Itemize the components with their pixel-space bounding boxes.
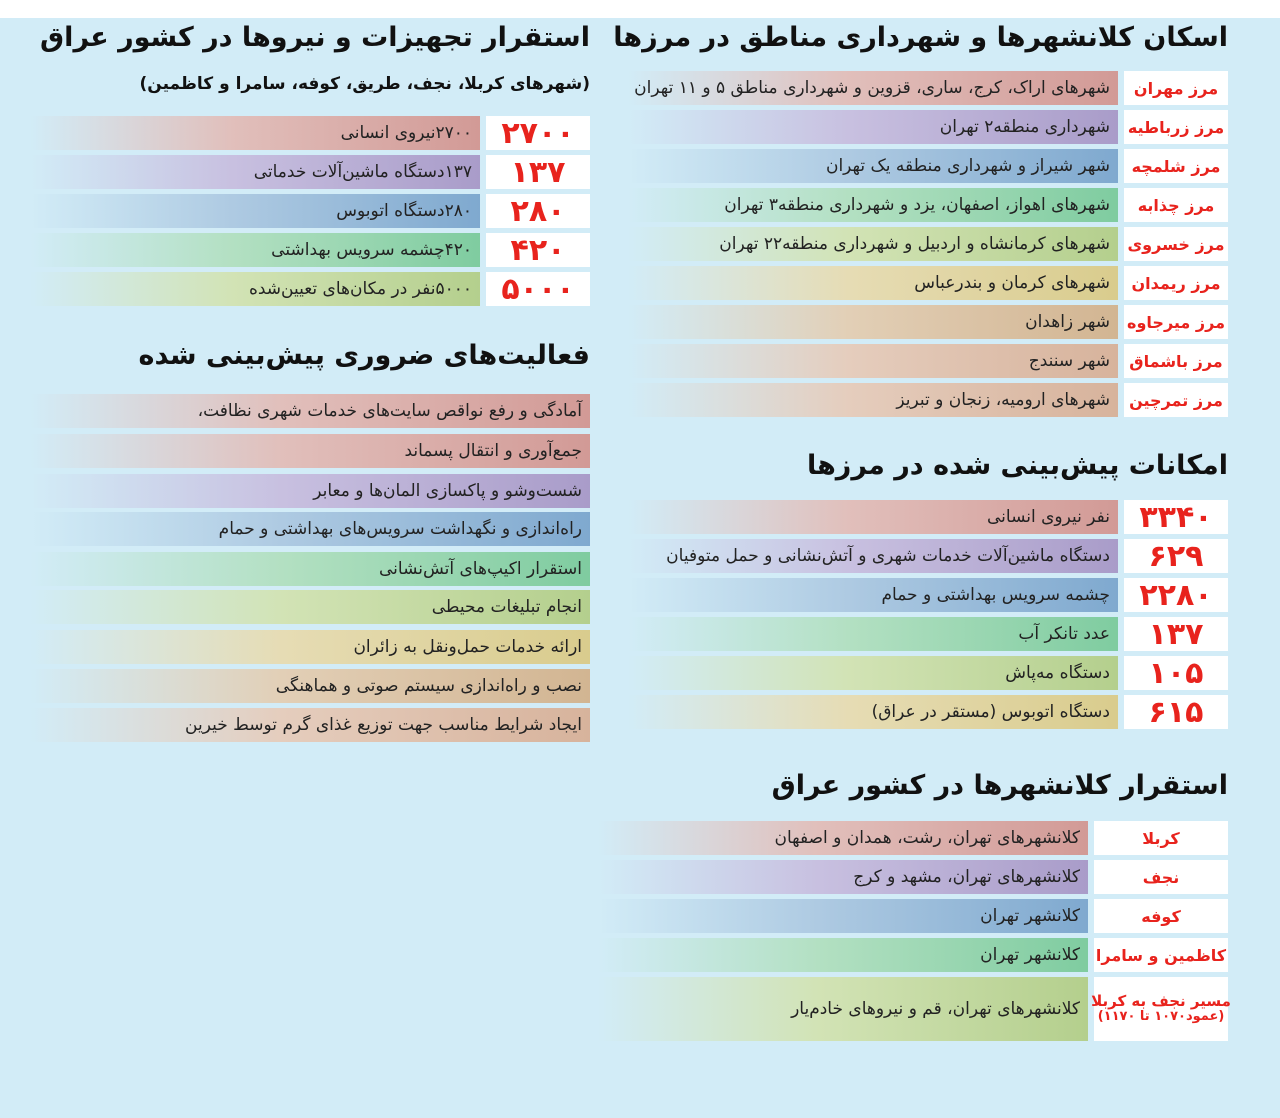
activity-item [30,434,590,468]
facility-text: دستگاه ماشین‌آلات خدمات شهری و آتش‌نشانی و حمل متوفیان [628,539,1118,573]
iraq-row [598,821,1228,855]
iraq-city: کاظمین و سامرا [1094,938,1228,972]
facility-text: چشمه سرویس بهداشتی و حمام [628,578,1118,612]
border-text: شهر سنندج [628,344,1118,378]
equipment-text: ۵۰۰۰نفر در مکان‌های تعیین‌شده [30,272,480,306]
iraq-row [598,977,1231,1041]
border-row [628,71,1228,105]
border-row [628,110,1228,144]
iraq-title: استقرار کلانشهرها در کشور عراق [771,770,1228,801]
equipment-number: ۵۰۰۰ [486,272,590,306]
iraq-text: کلانشهرهای تهران، مشهد و کرج [598,860,1088,894]
equipment-row [30,233,590,267]
facility-text: دستگاه اتوبوس (مستقر در عراق) [628,695,1118,729]
border-row [628,227,1228,261]
border-name: مرز ریمدان [1124,266,1228,300]
equipment-row [30,272,590,306]
activity-item [30,708,590,742]
activity-text: جمع‌آوری و انتقال پسماند [30,434,590,468]
equipment-text: ۲۸۰دستگاه اتوبوس [30,194,480,228]
activity-item [30,394,590,428]
border-text: شهر شیراز و شهرداری منطقه یک تهران [628,149,1118,183]
activity-text: راه‌اندازی و نگهداشت سرویس‌های بهداشتی و حمام [30,512,590,546]
iraq-city: کوفه [1094,899,1228,933]
activity-text: آمادگی و رفع نواقص سایت‌های خدمات شهری نظافت، [30,394,590,428]
facility-row [628,578,1228,612]
equipment-row [30,194,590,228]
facility-number: ۶۲۹ [1124,539,1228,573]
equipment-number: ۴۲۰ [486,233,590,267]
facility-number: ۱۳۷ [1124,617,1228,651]
facility-number: ۲۲۸۰ [1124,578,1228,612]
equipment-text: ۴۲۰چشمه سرویس بهداشتی [30,233,480,267]
activity-text: ایجاد شرایط مناسب جهت توزیع غذای گرم توسط خیرین [30,708,590,742]
border-text: شهرهای کرمانشاه و اردبیل و شهرداری منطقه۲۲ تهران [628,227,1118,261]
border-text: شهر زاهدان [628,305,1118,339]
iraq-text: کلانشهرهای تهران، رشت، همدان و اصفهان [598,821,1088,855]
border-text: شهرهای ارومیه، زنجان و تبریز [628,383,1118,417]
border-name: مرز زرباطیه [1124,110,1228,144]
facility-text: نفر نیروی انسانی [628,500,1118,534]
activity-item [30,512,590,546]
equipment-number: ۱۳۷ [486,155,590,189]
iraq-text: کلانشهر تهران [598,938,1088,972]
equipment-title: استقرار تجهیزات و نیروها در کشور عراق [40,22,590,53]
facility-row [628,617,1228,651]
activity-text: شست‌وشو و پاکسازی المان‌ها و معابر [30,474,590,508]
equipment-number: ۲۷۰۰ [486,116,590,150]
iraq-city-note: (عمود۱۰۷۰ تا ۱۱۷۰) [1097,1009,1225,1024]
border-name: مرز تمرچین [1124,383,1228,417]
facility-text: عدد تانکر آب [628,617,1118,651]
facility-row [628,695,1228,729]
border-row [628,266,1228,300]
border-row [628,344,1228,378]
border-text: شهرداری منطقه۲ تهران [628,110,1118,144]
facility-number: ۱۰۵ [1124,656,1228,690]
border-row [628,149,1228,183]
activity-text: انجام تبلیغات محیطی [30,590,590,624]
border-row [628,383,1228,417]
activity-text: ارائه خدمات حمل‌ونقل به زائران [30,630,590,664]
activity-item [30,669,590,703]
facility-number: ۳۳۴۰ [1124,500,1228,534]
iraq-city: نجف [1094,860,1228,894]
activity-text: استقرار اکیپ‌های آتش‌نشانی [30,552,590,586]
facility-text: دستگاه مه‌پاش [628,656,1118,690]
iraq-row [598,899,1228,933]
border-name: مرز باشماق [1124,344,1228,378]
borders-title: اسکان کلانشهرها و شهرداری مناطق در مرزها [613,22,1228,53]
facility-number: ۶۱۵ [1124,695,1228,729]
activity-item [30,474,590,508]
equipment-subtitle: (شهرهای کربلا، نجف، طریق، کوفه، سامرا و کاظمین) [139,74,590,94]
activity-text: نصب و راه‌اندازی سیستم صوتی و هماهنگی [30,669,590,703]
facility-row [628,656,1228,690]
activity-item [30,630,590,664]
iraq-text: کلانشهرهای تهران، قم و نیروهای خادم‌یار [598,977,1088,1041]
infographic-canvas [0,18,1280,1118]
facility-row [628,500,1228,534]
iraq-text: کلانشهر تهران [598,899,1088,933]
border-name: مرز چذابه [1124,188,1228,222]
border-row [628,305,1228,339]
activity-item [30,590,590,624]
equipment-text: ۲۷۰۰نیروی انسانی [30,116,480,150]
activity-item [30,552,590,586]
border-text: شهرهای اهواز، اصفهان، یزد و شهرداری منطقه۳ تهران [628,188,1118,222]
iraq-city: مسیر نجف به کربلا [1091,992,1231,1010]
border-row [628,188,1228,222]
border-name: مرز شلمچه [1124,149,1228,183]
equipment-text: ۱۳۷دستگاه ماشین‌آلات خدماتی [30,155,480,189]
iraq-row [598,860,1228,894]
facilities-title: امکانات پیش‌بینی شده در مرزها [806,450,1228,481]
equipment-number: ۲۸۰ [486,194,590,228]
border-name: مرز مهران [1124,71,1228,105]
border-text: شهرهای اراک، کرج، ساری، قزوین و شهرداری مناطق ۵ و ۱۱ تهران [628,71,1118,105]
border-name: مرز میرجاوه [1124,305,1228,339]
iraq-row [598,938,1228,972]
border-text: شهرهای کرمان و بندرعباس [628,266,1118,300]
border-name: مرز خسروی [1124,227,1228,261]
iraq-city-route [1091,977,1231,1041]
iraq-city: کربلا [1094,821,1228,855]
equipment-row [30,155,590,189]
activities-title: فعالیت‌های ضروری پیش‌بینی شده [138,340,590,371]
equipment-row [30,116,590,150]
facility-row [628,539,1228,573]
